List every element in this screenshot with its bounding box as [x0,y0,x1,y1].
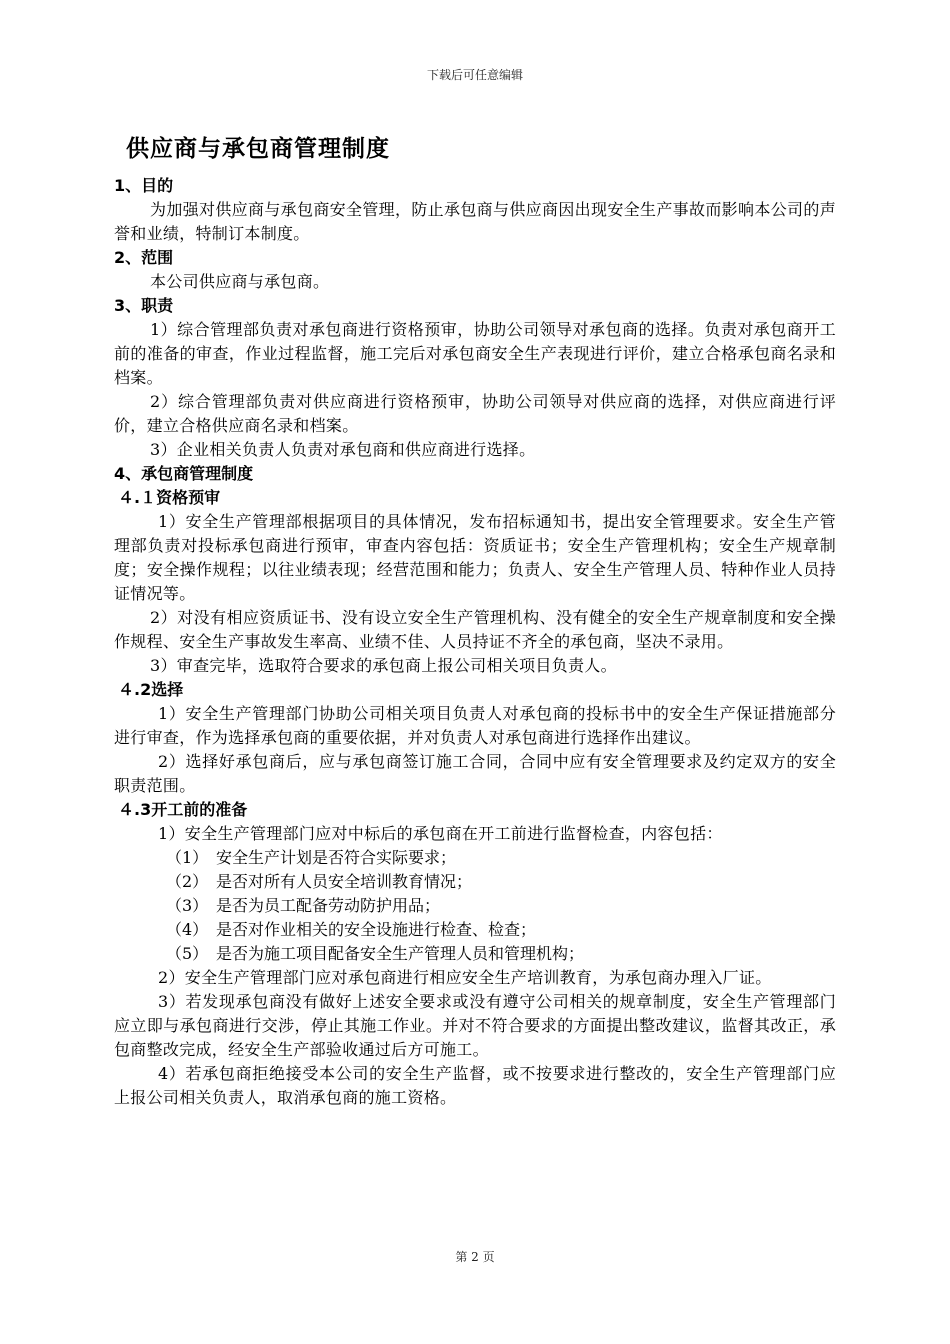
prequalification-item: 3）审查完毕，选取符合要求的承包商上报公司相关项目负责人。 [150,656,617,675]
check-item: （1） 安全生产计划是否符合实际要求； [166,848,457,867]
subsection-heading-prequalification: ４.１资格预审 [118,488,221,507]
section-scope-text: 本公司供应商与承包商。 [150,272,330,291]
section-heading-duties: 3、职责 [114,296,174,315]
prequalification-item: 2）对没有相应资质证书、没有设立安全生产管理机构、没有健全的安全生产规章制度和安全操作规程、安全生产事故发生率高、业绩不佳、人员持证不齐全的承包商，坚决不录用。 [114,608,836,651]
check-item: （5） 是否为施工项目配备安全生产管理人员和管理机构； [166,944,585,963]
check-item: （4） 是否对作业相关的安全设施进行检查、检查； [166,920,537,939]
preparation-intro: 1）安全生产管理部门应对中标后的承包商在开工前进行监督检查，内容包括： [158,824,723,843]
check-item: （3） 是否为员工配备劳动防护用品； [166,896,441,915]
document-title: 供应商与承包商管理制度 [126,136,390,162]
document-body [114,132,836,1110]
selection-item: 1）安全生产管理部门协助公司相关项目负责人对承包商的投标书中的安全生产保证措施部分进行审查，作为选择承包商的重要依据，并对负责人对承包商进行选择作出建议。 [114,704,836,747]
duty-item: 1）综合管理部负责对承包商进行资格预审，协助公司领导对承包商的选择。负责对承包商开工前的准备的审查，作业过程监督，施工完后对承包商安全生产表现进行评价，建立合格承包商名录和档案。 [114,320,836,387]
section-heading-purpose: 1、目的 [114,176,174,195]
section-heading-scope: 2、范围 [114,248,174,267]
page-header: 下载后可任意编辑 [426,68,523,82]
preparation-item: 3）若发现承包商没有做好上述安全要求或没有遵守公司相关的规章制度，安全生产管理部门应立即与承包商进行交涉，停止其施工作业。并对不符合要求的方面提出整改建议，监督其改正，承包商整改完成，经安全生产部验收通过后方可施工。 [114,992,836,1059]
duty-item: 2）综合管理部负责对供应商进行资格预审，协助公司领导对供应商的选择，对供应商进行评价，建立合格供应商名录和档案。 [114,392,836,435]
section-heading-contractor-management: 4、承包商管理制度 [114,464,254,483]
check-item: （2） 是否对所有人员安全培训教育情况； [166,872,473,891]
subsection-heading-selection: ４.2选择 [118,680,184,699]
page-number: 第 2 页 [455,1250,495,1264]
preparation-item: 4）若承包商拒绝接受本公司的安全生产监督，或不按要求进行整改的，安全生产管理部门应上报公司相关负责人，取消承包商的施工资格。 [114,1064,836,1107]
selection-item: 2）选择好承包商后，应与承包商签订施工合同，合同中应有安全管理要求及约定双方的安全职责范围。 [114,752,836,795]
subsection-heading-preparation: ４.3开工前的准备 [118,800,248,819]
section-purpose-text: 为加强对供应商与承包商安全管理，防止承包商与供应商因出现安全生产事故而影响本公司的声誉和业绩，特制订本制度。 [114,200,836,243]
preparation-item: 2）安全生产管理部门应对承包商进行相应安全生产培训教育，为承包商办理入厂证。 [158,968,772,987]
duty-item: 3）企业相关负责人负责对承包商和供应商进行选择。 [150,440,536,459]
prequalification-item: 1）安全生产管理部根据项目的具体情况，发布招标通知书，提出安全管理要求。安全生产管理部负责对投标承包商进行预审，审查内容包括：资质证书；安全生产管理机构；安全生产规章制度；安全操作规程；以往业绩表现；经营范围和能力；负责人、安全生产管理人员、特种作业人员持证情况等。 [114,512,836,603]
